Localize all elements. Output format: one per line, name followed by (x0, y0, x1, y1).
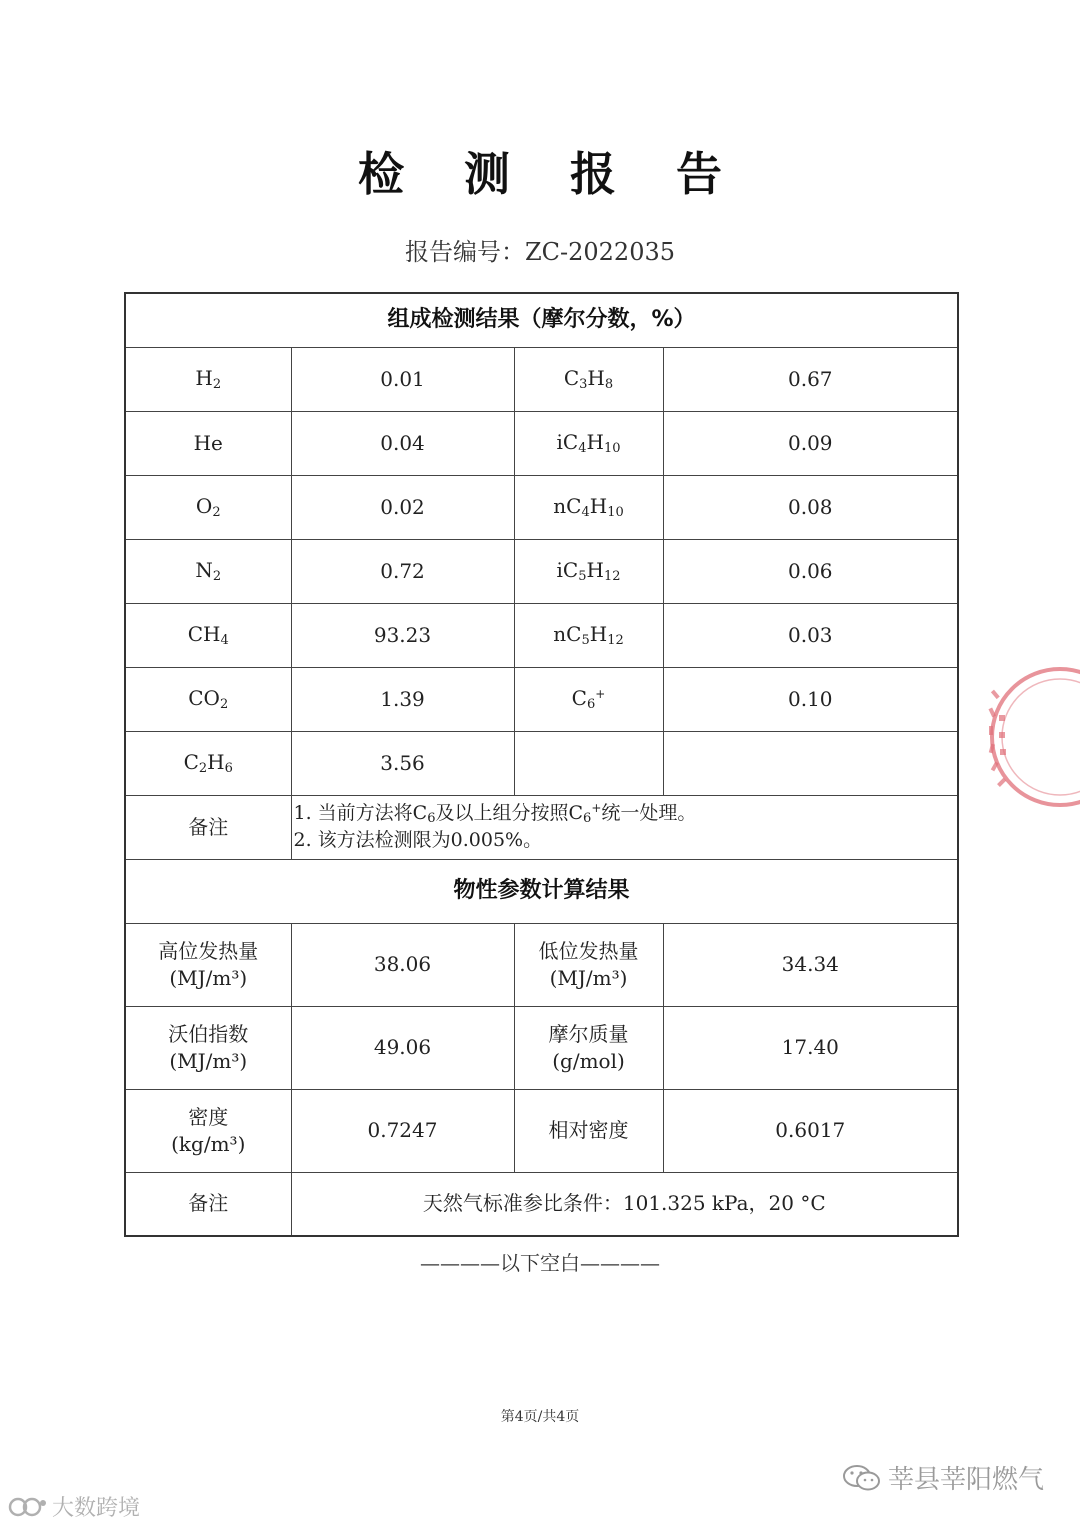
component-name: $N_2$ (125, 539, 291, 603)
component-value: 0.02 (291, 475, 514, 539)
watermark-brand (8, 1491, 140, 1522)
composition-row (125, 347, 958, 411)
note-line: 2. 该方法检测限为0.005%。 (293, 828, 543, 851)
wechat-icon (842, 1463, 882, 1493)
properties-note-row (125, 1172, 958, 1236)
properties-heading: 物性参数计算结果 (125, 859, 958, 923)
empty-cell (663, 731, 958, 795)
composition-note (291, 795, 958, 859)
component-value: 0.01 (291, 347, 514, 411)
property-name: 密度 (kg/m³) (125, 1089, 291, 1172)
property-value: 17.40 (663, 1006, 958, 1089)
component-name: $CH_4$ (125, 603, 291, 667)
component-name: $nC_4H_{10}$ (514, 475, 663, 539)
property-name: 高位发热量 (MJ/m³) (125, 923, 291, 1006)
component-value: 93.23 (291, 603, 514, 667)
component-value: 3.56 (291, 731, 514, 795)
watermark-brand-name: 大数跨境 (52, 1496, 141, 1521)
property-name: 沃伯指数 (MJ/m³) (125, 1006, 291, 1089)
report-table (124, 292, 959, 1237)
note-label: 备注 (125, 1172, 291, 1236)
property-value: 38.06 (291, 923, 514, 1006)
component-name: $O_2$ (125, 475, 291, 539)
property-name: 低位发热量 (MJ/m³) (514, 923, 663, 1006)
component-value: 0.03 (663, 603, 958, 667)
component-name: $C_6^+$ (514, 667, 663, 731)
component-value: 0.10 (663, 667, 958, 731)
component-name: $nC_5H_{12}$ (514, 603, 663, 667)
report-number-value: ZC-2022035 (524, 238, 676, 266)
composition-row (125, 411, 958, 475)
component-value: 0.06 (663, 539, 958, 603)
component-value: 1.39 (291, 667, 514, 731)
component-value: 0.67 (663, 347, 958, 411)
note-label: 备注 (125, 795, 291, 859)
composition-row (125, 539, 958, 603)
property-value: 34.34 (663, 923, 958, 1006)
property-row (125, 1006, 958, 1089)
composition-heading: 组成检测结果（摩尔分数，%） (125, 293, 958, 347)
component-name: He (125, 411, 291, 475)
composition-note-row (125, 795, 958, 859)
property-row (125, 923, 958, 1006)
property-value: 49.06 (291, 1006, 514, 1089)
report-number-label: 报告编号： (404, 238, 525, 266)
component-value: 0.09 (663, 411, 958, 475)
blank-below-marker: ————以下空白———— (420, 1251, 660, 1275)
document-title: 检 测 报 告 (357, 147, 745, 201)
page-number: 第4页/共4页 (500, 1409, 580, 1425)
component-name: $iC_4H_{10}$ (514, 411, 663, 475)
watermark-account-name: 莘县莘阳燃气 (888, 1465, 1045, 1495)
property-name: 相对密度 (514, 1089, 663, 1172)
property-row (125, 1089, 958, 1172)
composition-row (125, 475, 958, 539)
component-name: $H_2$ (125, 347, 291, 411)
composition-row (125, 731, 958, 795)
component-value: 0.72 (291, 539, 514, 603)
properties-note: 天然气标准参比条件：101.325 kPa，20 °C (291, 1172, 958, 1236)
empty-cell (514, 731, 663, 795)
component-value: 0.08 (663, 475, 958, 539)
composition-row (125, 603, 958, 667)
property-value: 0.7247 (291, 1089, 514, 1172)
note-line: 1. 当前方法将$C_6$及以上组分按照$C_6^+$统一处理。 (293, 801, 697, 827)
component-value: 0.04 (291, 411, 514, 475)
watermark-account (842, 1459, 1044, 1496)
component-name: $iC_5H_{12}$ (514, 539, 663, 603)
brand-logo-icon (8, 1494, 48, 1520)
report-number (0, 232, 1080, 267)
component-name: $CO_2$ (125, 667, 291, 731)
property-value: 0.6017 (663, 1089, 958, 1172)
composition-row (125, 667, 958, 731)
property-name: 摩尔质量 (g/mol) (514, 1006, 663, 1089)
official-seal-icon (985, 660, 1080, 815)
component-name: $C_2H_6$ (125, 731, 291, 795)
component-name: $C_3H_8$ (514, 347, 663, 411)
